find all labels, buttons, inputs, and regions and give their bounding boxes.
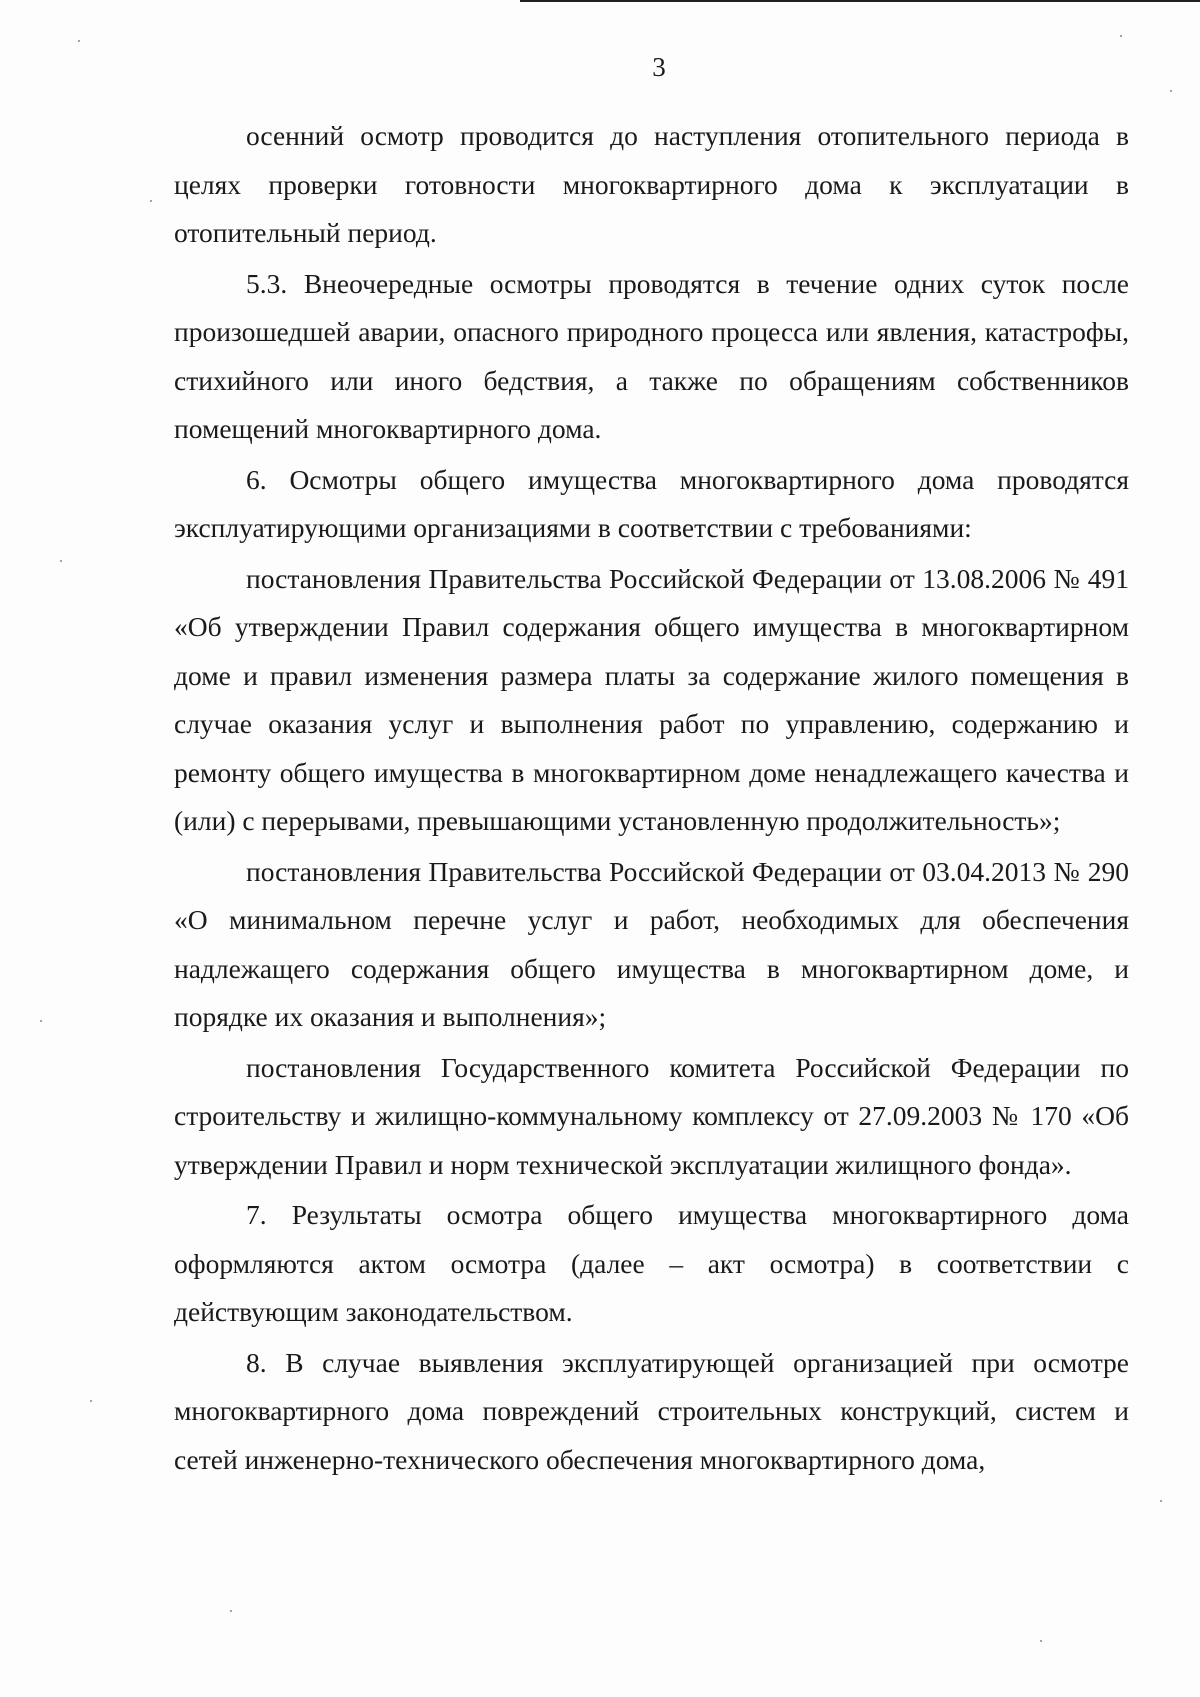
paragraph-autumn-inspection: осенний осмотр проводится до наступления отопительного периода в целях проверки готовности многоквартирного дома к эксплуатации в отопительный период. xyxy=(174,120,1129,248)
paragraph-8: 8. В случае выявления эксплуатирующей организацией при осмотре многоквартирного дома повреждений строительных конструкций, систем и сетей инженерно-технического обеспечения многоквартирного дома, xyxy=(174,1346,1129,1475)
paragraph-decree-290: постановления Правительства Российской Федерации от 03.04.2013 № 290 «О минимальном перечне услуг и работ, необходимых для обеспечения надлежащего содержания общего имущества в многоквартирном доме, и порядке их оказания и выполнения»; xyxy=(174,855,1129,1032)
scan-speck xyxy=(230,1610,232,1612)
scan-speck xyxy=(60,560,62,562)
scan-speck xyxy=(1170,90,1172,92)
scan-speck xyxy=(90,1400,92,1402)
paragraph-decree-491: постановления Правительства Российской Федерации от 13.08.2006 № 491 «Об утверждении Правил содержания общего имущества в многоквартирном доме и правил изменения размера платы за содержание жилого помещения в случае оказания услуг и выполнения работ по управлению, содержанию и ремонту общего имущества в многоквартирном доме ненадлежащего качества и (или) с перерывами, превышающими установленную продолжительность»; xyxy=(174,562,1129,836)
scan-speck xyxy=(1040,1640,1042,1642)
document-body xyxy=(174,112,1129,1486)
scan-speck xyxy=(1120,35,1122,37)
page-number: 3 xyxy=(652,52,666,82)
paragraph-5-3: 5.3. Внеочередные осмотры проводятся в течение одних суток после произошедшей аварии, опасного природного процесса или явления, катастрофы, стихийного или иного бедствия, а также по обращениям собственников помещений многоквартирного дома. xyxy=(174,267,1129,444)
scan-speck xyxy=(78,40,80,42)
paragraph-decree-170: постановления Государственного комитета Российской Федерации по строительству и жилищно-коммунальному комплексу от 27.09.2003 № 170 «Об утверждении Правил и норм технической эксплуатации жилищного фонда». xyxy=(174,1051,1129,1180)
scan-speck xyxy=(150,200,152,202)
paragraph-6: 6. Осмотры общего имущества многоквартирного дома проводятся эксплуатирующими организациями в соответствии с требованиями: xyxy=(174,463,1129,543)
paragraph-7: 7. Результаты осмотра общего имущества многоквартирного дома оформляются актом осмотра (далее – акт осмотра) в соответствии с действующим законодательством. xyxy=(174,1199,1129,1327)
scan-speck xyxy=(40,1020,42,1022)
scan-edge-line xyxy=(520,0,1200,2)
scan-speck xyxy=(1160,1500,1162,1502)
